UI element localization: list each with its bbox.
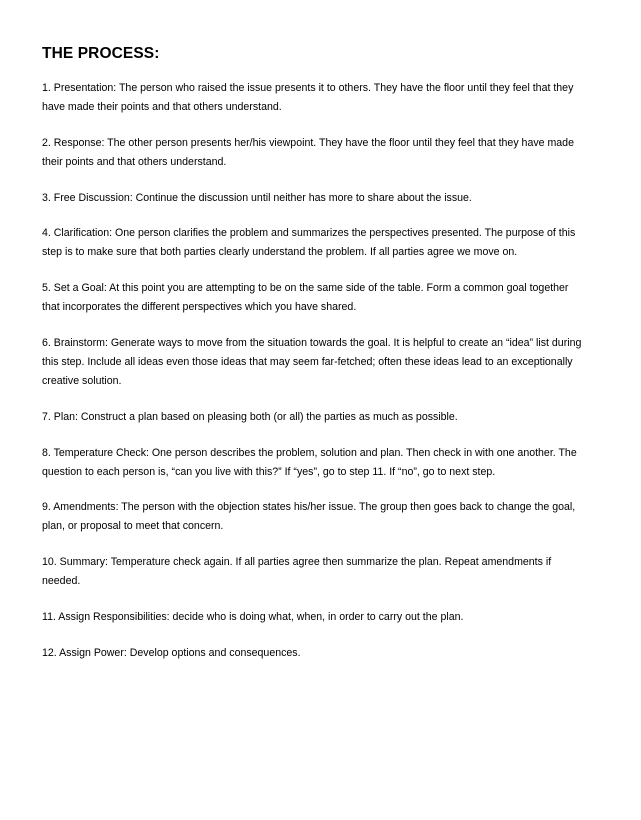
step-temperature-check: 8. Temperature Check: One person describes the problem, solution and plan. Then check in with one another. The question to each person is, “can you live with this?” If “yes”, go to step 11. If “no”, go to next step. [42,446,577,478]
step-presentation: 1. Presentation: The person who raised the issue presents it to others. They have the floor until they feel that they have made their points and that others understand. [42,82,574,113]
step-response: 2. Response: The other person presents her/his viewpoint. They have the floor until they feel that they have made their points and that others understand. [42,136,574,168]
page-title: THE PROCESS: [42,45,160,62]
step-amendments: 9. Amendments: The person with the objection states his/her issue. The group then goes back to change the goal, plan, or proposal to meet that concern. [42,501,576,533]
step-clarification: 4. Clarification: One person clarifies the problem and summarizes the perspectives presented. The purpose of this step is to make sure that both parties clearly understand the problem. If all parties agree we move on. [42,227,576,259]
step-plan: 7. Plan: Construct a plan based on pleasing both (or all) the parties as much as possible. [42,410,458,423]
step-assign-responsibilities: 11. Assign Responsibilities: decide who is doing what, when, in order to carry out the plan. [42,610,464,623]
document-page [42,44,582,680]
step-free-discussion: 3. Free Discussion: Continue the discussion until neither has more to share about the issue. [42,191,472,204]
process-steps-list [42,79,582,663]
step-set-a-goal: 5. Set a Goal: At this point you are attempting to be on the same side of the table. Form a common goal together that incorporates the different perspectives which you have shared. [42,282,569,314]
step-summary: 10. Summary: Temperature check again. If all parties agree then summarize the plan. Repeat amendments if needed. [42,556,552,588]
step-assign-power: 12. Assign Power: Develop options and consequences. [42,646,301,659]
step-brainstorm: 6. Brainstorm: Generate ways to move from the situation towards the goal. It is helpful to create an “idea” list during this step. Include all ideas even those ideas that may seem far-fetched; often these ideas lead to an exceptionally creative solution. [42,336,582,387]
